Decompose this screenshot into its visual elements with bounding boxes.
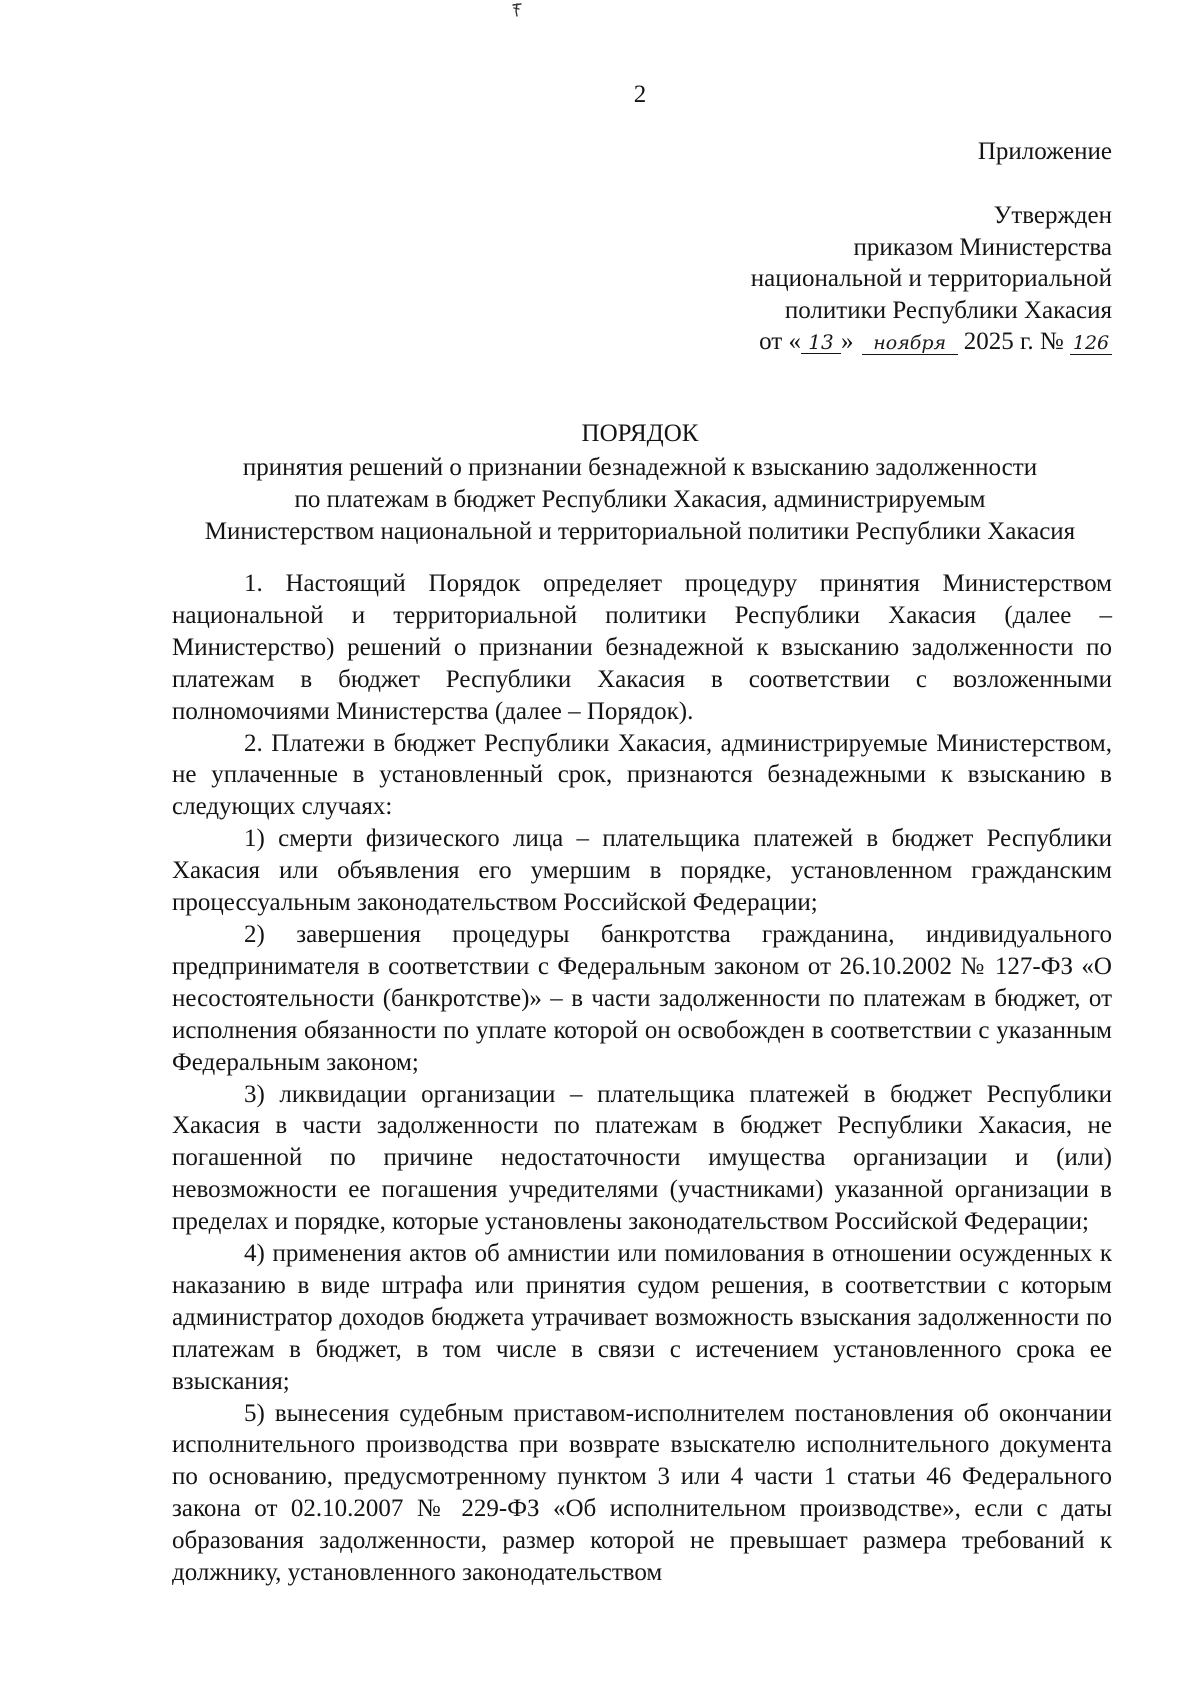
approval-stamp-block	[751, 200, 1112, 358]
approval-line-ministry: национальной и территориальной	[750, 265, 1112, 292]
approval-line-republic: политики Республики Хакасия	[784, 296, 1112, 324]
document-body	[172, 568, 1112, 1589]
scan-mark-icon	[510, 2, 524, 18]
paragraph-1: 1. Настоящий Порядок определяет процедуру принятия Министерством национальной и территориальной политики Республики Хакасия (далее – Министерство) решений о признании безнадежной к взысканию задолженности по платежам в бюджет Республики Хакасия в соответствии с возложенными полномочиями Министерства (далее – Порядок).	[172, 570, 1112, 725]
document-subtitle-line-3: Министерством национальной и территориальной политики Республики Хакасия	[204, 518, 1076, 545]
page-number: 2	[633, 81, 647, 108]
appendix-label: Приложение	[977, 138, 1112, 165]
handwritten-month: ноября	[862, 332, 958, 355]
document-title-block	[170, 418, 1110, 548]
approval-line-order: приказом Министерства	[853, 233, 1112, 261]
handwritten-day: 13	[801, 331, 841, 354]
approval-line-approved: Утвержден	[993, 202, 1112, 229]
list-item-2: 2) завершения процедуры банкротства гражданина, индивидуального предпринимателя в соответствии с Федеральным законом от 26.10.2002 № 127-ФЗ «О несостоятельности (банкротстве)» – в части задолженности по платежам в бюджет, от исполнения обязанности по уплате которой он освобожден в соответствии с указанным Федеральным законом;	[172, 920, 1112, 1076]
document-title: ПОРЯДОК	[581, 420, 699, 447]
list-item-5: 5) вынесения судебным приставом-исполнителем постановления об окончании исполнительного производства при возврате взыскателю исполнительного документа по основанию, предусмотренному пунктом 3 или 4 части 1 статьи 46 Федерального закона от 02.10.2007 № 229-ФЗ «Об исполнительном производстве», если с даты образования задолженности, размер которой не превышает размера требований к должнику, установленного законодательством	[172, 1399, 1112, 1587]
approval-date-line	[751, 326, 1112, 358]
list-item-4: 4) применения актов об амнистии или помилования в отношении осужденных к наказанию в виде штрафа или принятия судом решения, в соответствии с которым администратор доходов бюджета утрачивает возможность взыскания задолженности по платежам в бюджет, в том числе в связи с истечением установленного срока ее взыскания;	[172, 1240, 1112, 1395]
list-item-1: 1) смерти физического лица – плательщика платежей в бюджет Республики Хакасия или объявления его умершим в порядке, установленном гражданским процессуальным законодательством Российской Федерации;	[172, 825, 1112, 917]
date-prefix: от «	[759, 328, 801, 355]
document-subtitle-line-2: по платежам в бюджет Республики Хакасия, администрируемым	[294, 486, 986, 513]
document-subtitle-line-1: принятия решений о признании безнадежной к взысканию задолженности	[242, 454, 1038, 481]
date-year: 2025 г. №	[963, 328, 1064, 355]
paragraph-2: 2. Платежи в бюджет Республики Хакасия, администрируемые Министерством, не уплаченные в установленный срок, признаются безнадежными к взысканию в следующих случаях:	[172, 729, 1112, 821]
list-item-3: 3) ликвидации организации – плательщика платежей в бюджет Республики Хакасия в части задолженности по платежам в бюджет Республики Хакасия, не погашенной по причине недостаточности имущества организации и (или) невозможности ее погашения учредителями (участниками) указанной организации в пределах и порядке, которые установлены законодательством Российской Федерации;	[172, 1080, 1112, 1236]
date-mid: »	[840, 328, 854, 355]
handwritten-order-number: 126	[1070, 332, 1112, 355]
